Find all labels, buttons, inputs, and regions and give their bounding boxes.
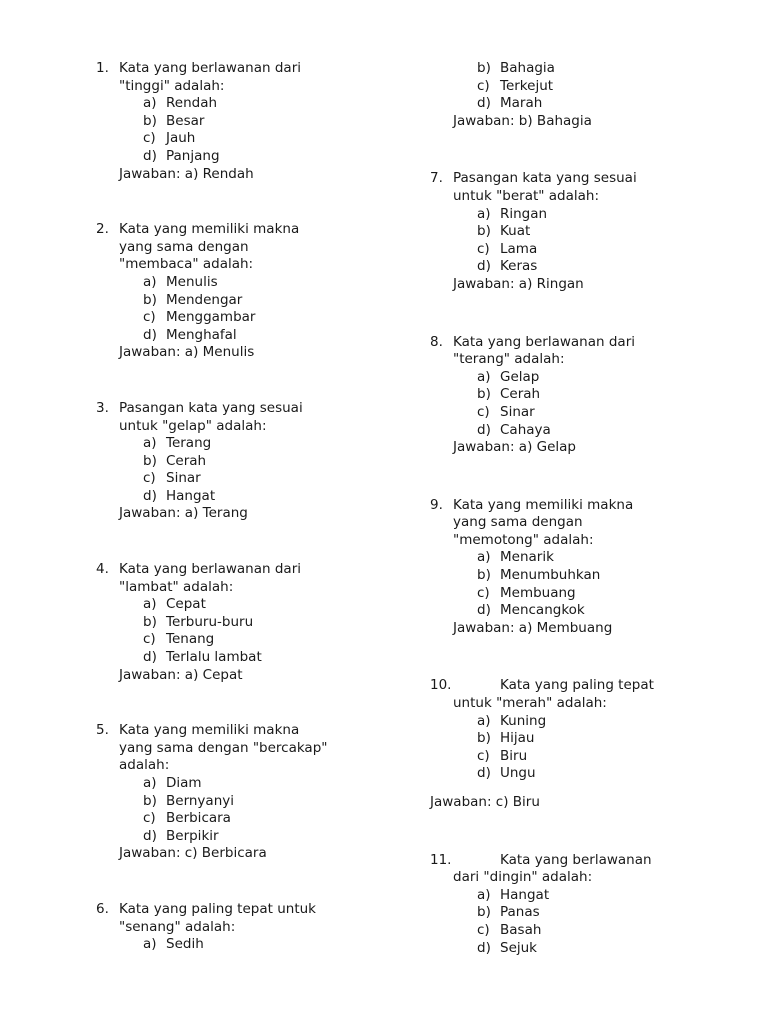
- left-column: [96, 60, 396, 954]
- question-number: 8.: [430, 333, 443, 350]
- answer-text: Jawaban: b) Bahagia: [453, 112, 592, 129]
- option-a: a) Gelap: [477, 368, 540, 385]
- option-c: c) Menggambar: [143, 309, 256, 326]
- option-d: d) Menghafal: [143, 326, 237, 343]
- question-number: 10.: [430, 677, 452, 694]
- question-9: [430, 497, 730, 678]
- question-text: untuk "berat" adalah:: [453, 187, 600, 204]
- question-number: 5.: [96, 722, 109, 739]
- question-number: 2.: [96, 221, 109, 238]
- option-b: b) Menumbuhkan: [477, 567, 601, 584]
- question-number: 11.: [430, 851, 452, 868]
- answer-text: Jawaban: a) Menulis: [119, 344, 255, 361]
- option-b: b) Cerah: [477, 386, 541, 403]
- option-b: b) Bahagia: [477, 60, 555, 76]
- option-b: b) Hijau: [477, 730, 535, 747]
- question-text: Kata yang paling tepat untuk: [119, 900, 316, 917]
- question-number: 4.: [96, 561, 109, 578]
- option-d: d) Panjang: [143, 147, 220, 164]
- option-d: d) Mencangkok: [477, 602, 585, 619]
- option-a: a) Diam: [143, 775, 202, 791]
- question-number: 7.: [430, 170, 443, 187]
- question-text: untuk "gelap" adalah:: [119, 417, 267, 434]
- option-c: c) Jauh: [143, 130, 196, 147]
- question-10: [430, 677, 730, 851]
- question-4: [96, 561, 396, 722]
- question-11: [430, 852, 730, 958]
- option-c: c) Membuang: [477, 584, 576, 601]
- option-b: b) Panas: [477, 904, 540, 921]
- question-text: Kata yang berlawanan dari: [119, 60, 302, 76]
- option-b: b) Besar: [143, 112, 205, 129]
- question-text: "membaca" adalah:: [119, 256, 254, 273]
- question-text: Kata yang memiliki makna: [453, 496, 634, 513]
- answer-text: Jawaban: a) Terang: [119, 505, 248, 522]
- answer-text: Jawaban: a) Membuang: [453, 619, 613, 636]
- question-text: yang sama dengan: [119, 238, 249, 255]
- question-text: Kata yang berlawanan dari: [119, 561, 302, 578]
- question-number: 6.: [96, 900, 109, 917]
- option-b: b) Terburu-buru: [143, 613, 254, 630]
- question-number: 9.: [430, 496, 443, 513]
- option-b: b) Mendengar: [143, 291, 243, 308]
- question-text: untuk "merah" adalah:: [453, 695, 607, 712]
- option-c: c) Biru: [477, 747, 528, 764]
- question-number: 3.: [96, 399, 109, 416]
- question-text: dari "dingin" adalah:: [453, 869, 593, 886]
- option-a: a) Rendah: [143, 95, 218, 112]
- question-text: Kata yang memiliki makna: [119, 221, 300, 238]
- option-b: b) Bernyanyi: [143, 792, 234, 809]
- question-2: [96, 221, 396, 400]
- question-text: yang sama dengan "bercakap": [119, 739, 328, 756]
- option-a: a) Terang: [143, 435, 212, 452]
- question-text: "tinggi" adalah:: [119, 77, 225, 94]
- question-1: [96, 60, 396, 221]
- option-d: d) Terlalu lambat: [143, 649, 262, 666]
- right-column: [430, 60, 730, 957]
- option-d: d) Ungu: [477, 765, 536, 782]
- option-a: a) Hangat: [477, 886, 550, 903]
- option-d: d) Sejuk: [477, 939, 537, 956]
- question-6: [96, 901, 396, 954]
- question-text: "lambat" adalah:: [119, 578, 234, 595]
- answer-text: Jawaban: a) Cepat: [119, 666, 243, 683]
- option-c: c) Berbicara: [143, 810, 231, 827]
- question-text: adalah:: [119, 757, 170, 774]
- question-3: [96, 400, 396, 561]
- question-text: yang sama dengan: [453, 514, 583, 531]
- answer-text: Jawaban: a) Ringan: [453, 275, 584, 292]
- question-7: [430, 170, 730, 333]
- question-5: [96, 722, 396, 901]
- option-c: c) Sinar: [143, 470, 201, 487]
- option-a: a) Menarik: [477, 549, 554, 566]
- option-a: a) Menulis: [143, 273, 218, 290]
- option-d: d) Berpikir: [143, 827, 219, 844]
- question-text: Kata yang berlawanan dari: [453, 333, 636, 350]
- question-text: "terang" adalah:: [453, 351, 565, 368]
- question-text: Kata yang memiliki makna: [119, 722, 300, 739]
- question-6-continued: [430, 60, 730, 170]
- option-d: d) Cahaya: [477, 421, 551, 438]
- option-d: d) Hangat: [143, 487, 216, 504]
- answer-text: Jawaban: c) Biru: [430, 794, 540, 810]
- option-c: c) Basah: [477, 921, 542, 938]
- question-text: Pasangan kata yang sesuai: [119, 399, 303, 416]
- option-c: c) Sinar: [477, 403, 535, 420]
- question-text: "senang" adalah:: [119, 918, 236, 935]
- question-text: Pasangan kata yang sesuai: [453, 170, 637, 187]
- question-number: 1.: [96, 60, 109, 76]
- option-c: c) Lama: [477, 240, 538, 257]
- answer-text: Jawaban: c) Berbicara: [119, 845, 267, 862]
- option-d: d) Keras: [477, 258, 538, 275]
- answer-text: Jawaban: a) Gelap: [453, 439, 576, 456]
- option-a: a) Kuning: [477, 712, 547, 729]
- option-a: a) Ringan: [477, 205, 548, 222]
- question-text: Kata yang paling tepat: [500, 677, 654, 694]
- option-b: b) Cerah: [143, 452, 207, 469]
- option-b: b) Kuat: [477, 223, 531, 240]
- option-a: a) Sedih: [143, 936, 204, 953]
- question-text: "memotong" adalah:: [453, 531, 594, 548]
- option-c: c) Tenang: [143, 631, 215, 648]
- option-a: a) Cepat: [143, 596, 206, 613]
- question-8: [430, 334, 730, 497]
- question-text: Kata yang berlawanan: [500, 851, 652, 868]
- answer-text: Jawaban: a) Rendah: [119, 165, 254, 182]
- option-d: d) Marah: [477, 95, 543, 112]
- option-c: c) Terkejut: [477, 77, 554, 94]
